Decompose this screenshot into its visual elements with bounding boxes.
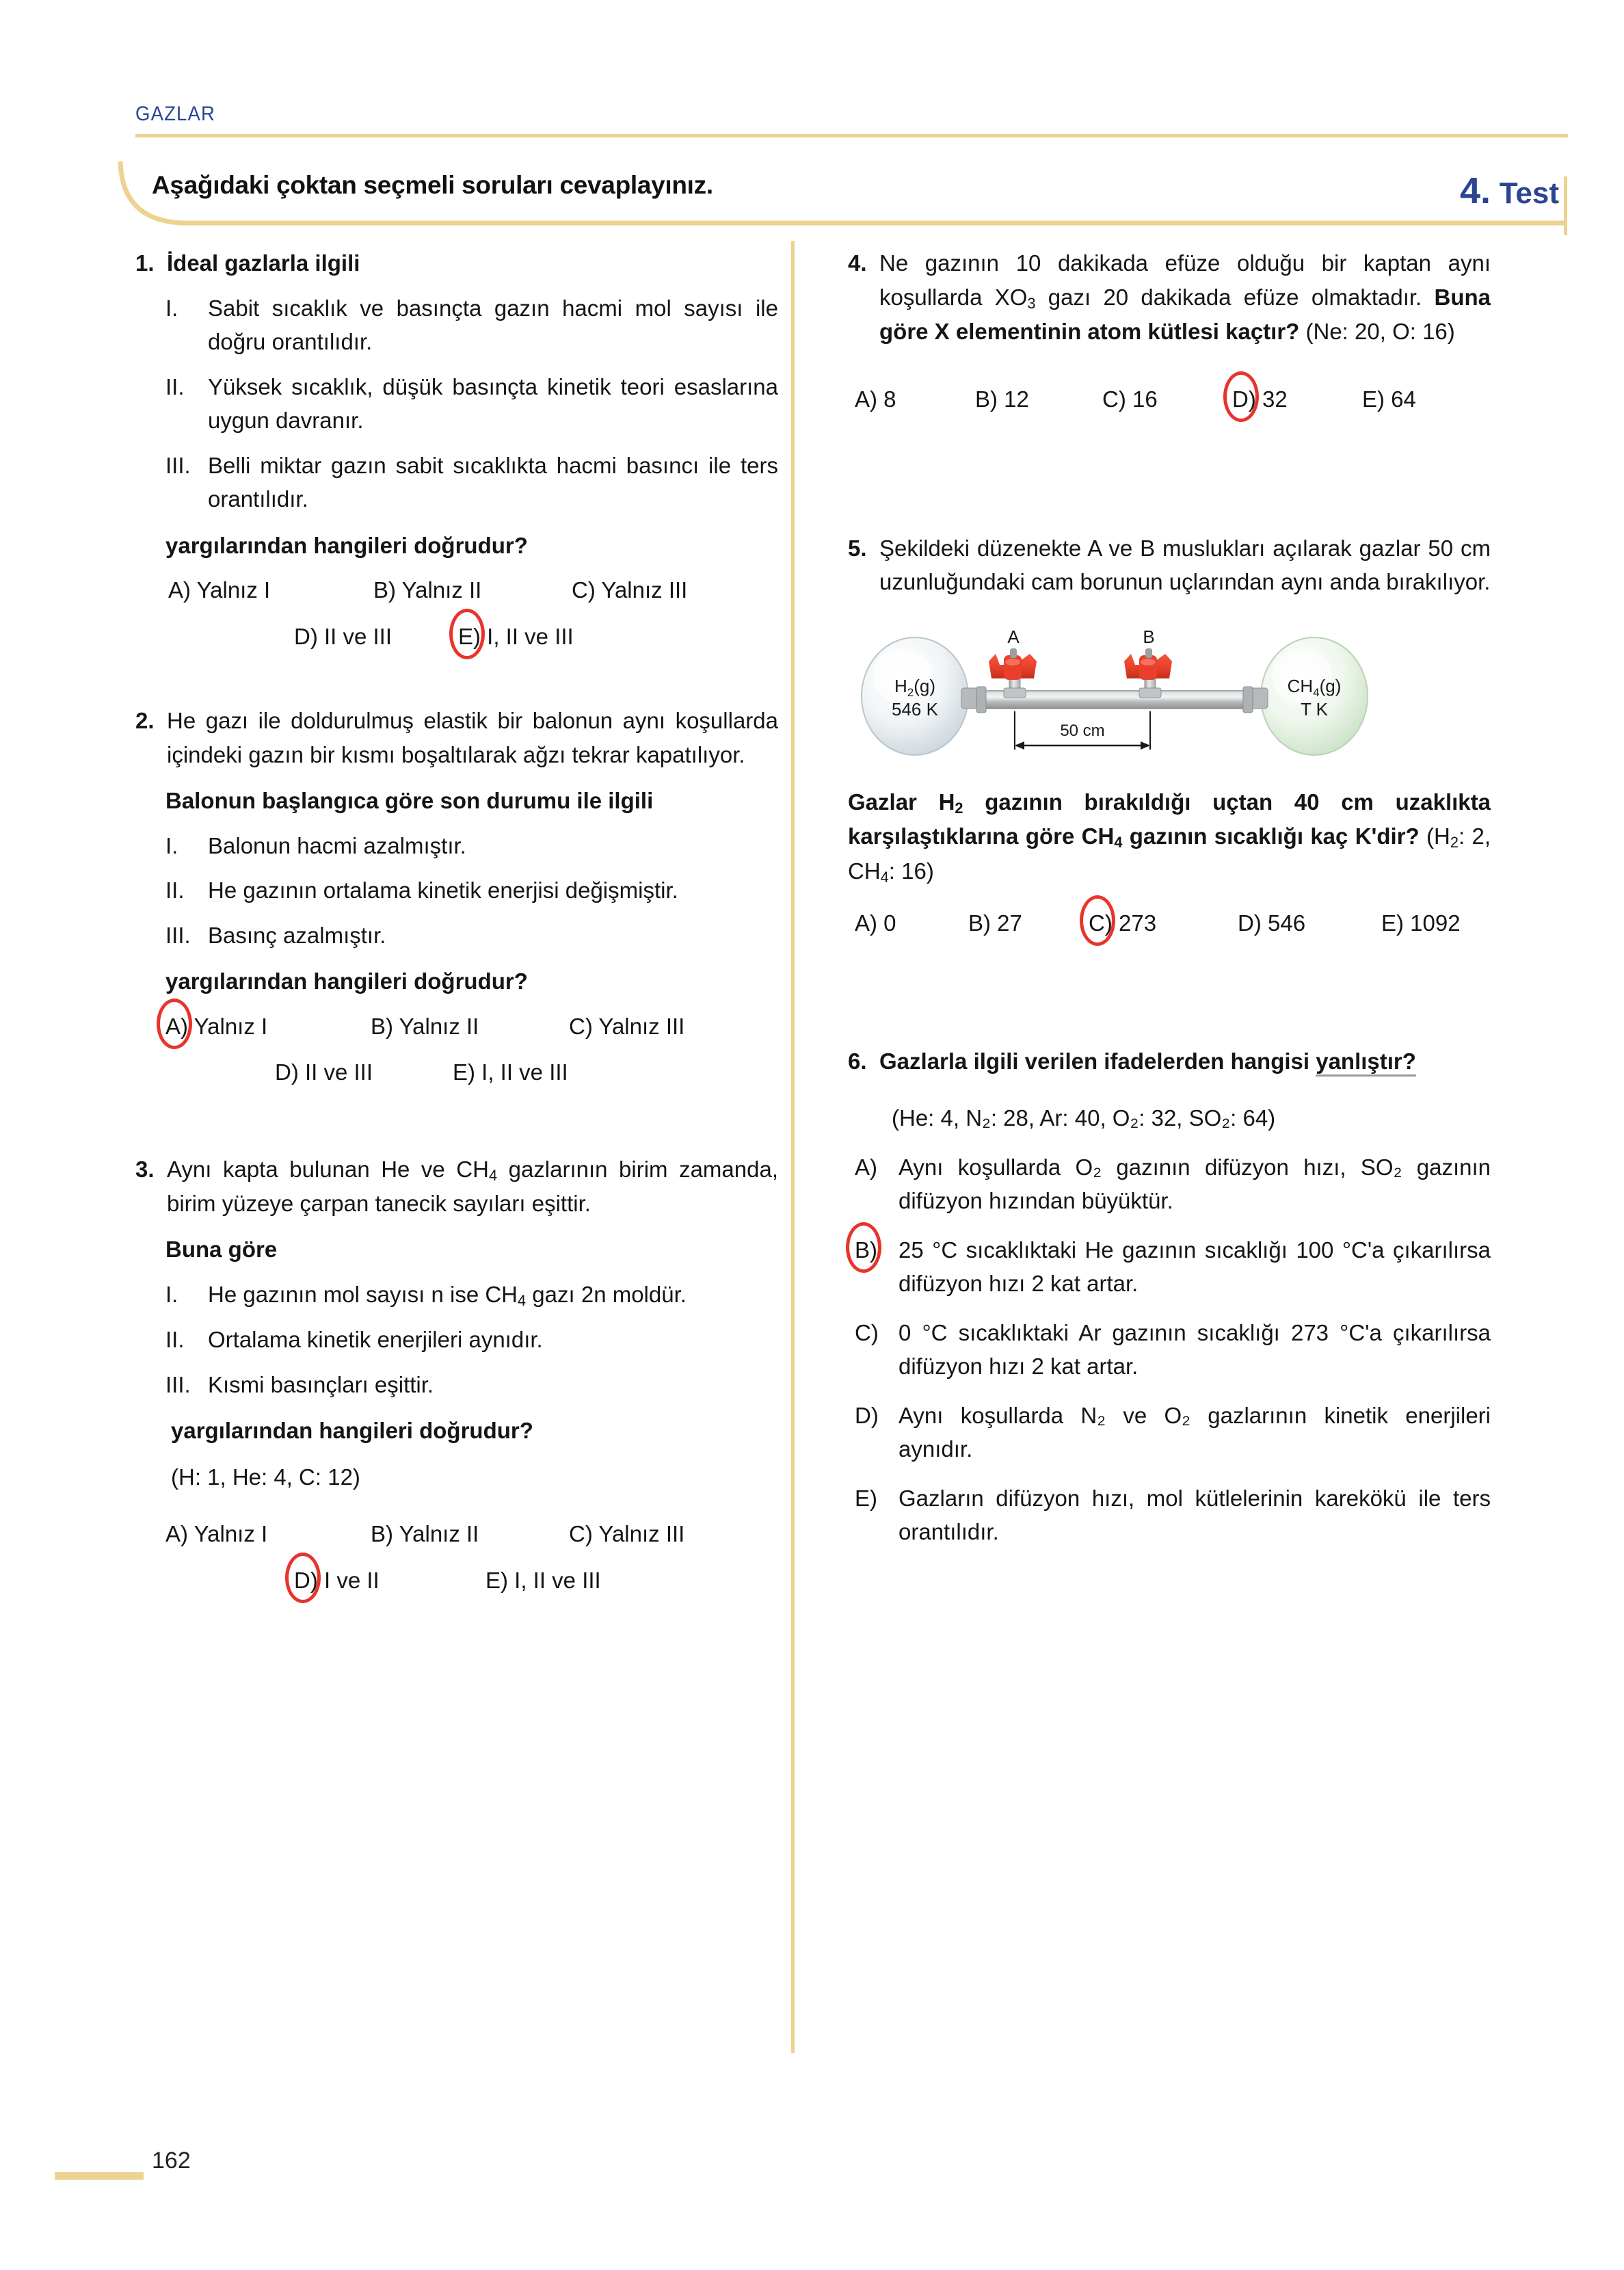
item-text: Basınç azalmıştır. — [208, 922, 386, 948]
question-1-prompt: yargılarından hangileri doğrudur? — [165, 532, 528, 558]
question-6-stem: Gazlarla ilgili verilen ifadelerden hangisi yanlıştır? — [879, 1044, 1491, 1079]
question-5-note: ($H_2$: 2, $CH_4$: 16) — [848, 823, 1491, 886]
item-text: Belli miktar gazın sabit sıcaklıkta hacmi basıncı ile ters orantılıdır. — [208, 452, 778, 512]
option-d[interactable] — [848, 1399, 1491, 1466]
question-2 — [135, 704, 778, 1090]
item-text: He gazının ortalama kinetik enerjisi değişmiştir. — [208, 877, 678, 903]
question-1 — [135, 246, 778, 653]
left-bulb-gas-label: $H_2(g)$ — [894, 675, 936, 699]
test-badge — [1460, 170, 1559, 212]
item-label: II. — [165, 877, 185, 903]
option-c[interactable]: C) Yalnız III — [572, 577, 688, 603]
option-text: Aynı koşullarda O₂ gazının difüzyon hızı, SO₂ gazının difüzyon hızından büyüktür. — [898, 1154, 1491, 1214]
item-text: Yüksek sıcaklık, düşük basınçta kinetik teori esaslarına uygun davranır. — [208, 373, 778, 433]
option-label: C) — [855, 1319, 879, 1345]
question-5 — [848, 531, 1491, 940]
option-e[interactable]: E) 1092 — [1381, 910, 1461, 936]
question-3-number: 3. — [135, 1156, 155, 1182]
question-3-sub-prompt: Buna göre — [165, 1237, 278, 1263]
option-label: A) — [855, 1154, 877, 1180]
question-3 — [135, 1152, 778, 1598]
left-column — [135, 246, 778, 1597]
question-4-stem: Ne gazının 10 dakikada efüze olduğu bir kaptan aynı koşullarda $XO_3$ gazı 20 dakikada efüze olmaktadır. Buna göre X elementinin atom kütlesi kaçtır? (Ne: 20, O: 16) — [879, 250, 1491, 344]
question-2-items — [135, 829, 778, 953]
question-2-stem: He gazı ile doldurulmuş elastik bir balonun aynı koşullarda içindeki gazın bir kısmı boşaltılarak ağzı tekrar kapatılıyor. — [167, 708, 778, 767]
list-item — [135, 1278, 778, 1312]
option-e[interactable]: E) I, II ve III — [453, 1059, 568, 1085]
test-number: 4. — [1459, 170, 1491, 211]
item-label: I. — [165, 1281, 178, 1307]
list-item — [135, 449, 778, 516]
question-3-note: (H: 1, He: 4, C: 12) — [171, 1464, 360, 1490]
item-label: III. — [165, 1371, 191, 1397]
valve-b-label: B — [1143, 626, 1155, 647]
option-e[interactable]: E) 64 — [1362, 386, 1416, 412]
question-5-stem: Şekildeki düzenekte A ve B muslukları açılarak gazlar 50 cm uzunluğundaki cam borunun uçlarından aynı anda bırakılıyor. — [879, 535, 1491, 595]
option-label: D) — [855, 1402, 879, 1428]
item-text: Balonun hacmi azalmıştır. — [208, 832, 466, 858]
page-number: 162 — [152, 2148, 191, 2174]
option-e[interactable]: E) I, II ve III — [485, 1567, 601, 1593]
option-text: 25 °C sıcaklıktaki He gazının sıcaklığı 100 °C'a çıkarılırsa difüzyon hızı 2 kat artar. — [898, 1237, 1491, 1297]
list-item — [135, 919, 778, 953]
list-item — [135, 291, 778, 359]
option-a[interactable]: A) Yalnız I — [165, 1521, 268, 1547]
question-6 — [848, 1044, 1491, 1549]
option-b[interactable]: B) 12 — [975, 386, 1029, 412]
test-badge-edge — [1564, 176, 1567, 235]
question-1-options — [135, 573, 778, 653]
item-text: Sabit sıcaklık ve basınçta gazın hacmi mol sayısı ile doğru orantılıdır. — [208, 295, 778, 354]
question-5-number: 5. — [848, 535, 867, 561]
option-d[interactable]: D) II ve III — [275, 1059, 373, 1085]
question-3-options — [135, 1517, 778, 1597]
column-divider — [791, 241, 795, 2053]
option-d[interactable]: D) II ve III — [294, 623, 392, 649]
item-text: Ortalama kinetik enerjileri aynıdır. — [208, 1327, 543, 1353]
option-e[interactable] — [848, 1481, 1491, 1549]
option-a[interactable]: A) Yalnız I — [168, 577, 271, 603]
list-item — [135, 873, 778, 908]
list-item — [135, 829, 778, 863]
item-label: II. — [165, 1327, 185, 1353]
item-text: He gazının mol sayısı n ise $CH_4$ gazı 2n moldür. — [208, 1281, 687, 1309]
option-a[interactable]: A) Yalnız I — [165, 1009, 371, 1044]
question-1-stem: İdeal gazlarla ilgili — [167, 250, 360, 276]
instruction-text: Aşağıdaki çoktan seçmeli soruları cevaplayınız. — [152, 171, 713, 199]
option-c[interactable]: C) 16 — [1102, 386, 1158, 412]
left-bulb-temp-label: 546 K — [892, 698, 938, 720]
question-4 — [848, 246, 1491, 417]
valve-b-knob — [1124, 648, 1172, 680]
question-2-number: 2. — [135, 708, 155, 733]
question-2-options — [135, 1009, 778, 1090]
test-word: Test — [1499, 176, 1559, 210]
chapter-label: GAZLAR — [135, 103, 216, 125]
item-label: I. — [165, 295, 178, 321]
option-e[interactable]: E) I, II ve III — [458, 620, 574, 654]
right-column — [848, 246, 1491, 1549]
question-2-sub-prompt: Balonun başlangıca göre son durumu ile ilgili — [165, 788, 654, 813]
right-bulb-temp-label: T K — [1301, 698, 1328, 720]
option-text: Gazların difüzyon hızı, mol kütlelerinin karekökü ile ters orantılıdır. — [898, 1485, 1491, 1545]
item-label: III. — [165, 922, 191, 948]
option-b[interactable]: B) Yalnız II — [373, 577, 482, 603]
option-b[interactable]: B) 27 — [968, 910, 1022, 936]
gas-apparatus-figure — [855, 622, 1374, 766]
option-c[interactable]: C) Yalnız III — [569, 1521, 685, 1547]
tube-length-label: 50 cm — [1060, 721, 1105, 740]
option-c[interactable] — [848, 1316, 1491, 1384]
option-c[interactable]: C) 273 — [1089, 906, 1238, 940]
option-b[interactable]: B) Yalnız II — [371, 1521, 479, 1547]
option-label: E) — [855, 1485, 877, 1511]
header-rule — [135, 134, 1568, 137]
option-d[interactable]: D) I ve II — [294, 1563, 485, 1598]
option-d[interactable]: D) 32 — [1232, 382, 1362, 417]
option-b[interactable] — [848, 1233, 1491, 1301]
question-2-prompt: yargılarından hangileri doğrudur? — [165, 968, 528, 994]
question-3-prompt: yargılarından hangileri doğrudur? — [171, 1418, 533, 1444]
option-d[interactable]: D) 546 — [1238, 910, 1306, 936]
option-b[interactable]: B) Yalnız II — [371, 1013, 479, 1039]
valve-a-label: A — [1007, 626, 1020, 647]
item-label: III. — [165, 452, 191, 478]
option-a[interactable]: A) 8 — [855, 386, 896, 412]
question-5-options — [848, 906, 1491, 940]
question-5-prompt: Gazlar $H_2$ gazının bırakıldığı uçtan 40 cm uzaklıkta karşılaştıklarına göre $CH_4$ gazının sıcaklığı kaç K'dir? ($H_2$: 2, $CH_4$: 16) — [848, 789, 1491, 886]
question-4-number: 4. — [848, 250, 867, 276]
option-a[interactable]: A) 0 — [855, 910, 896, 936]
item-text: Kısmi basınçları eşittir. — [208, 1371, 434, 1397]
question-6-number: 6. — [848, 1048, 867, 1074]
list-item — [135, 1323, 778, 1357]
list-item — [135, 370, 778, 438]
option-text: Aynı koşullarda N₂ ve O₂ gazlarının kinetik enerjileri aynıdır. — [898, 1402, 1491, 1462]
question-6-options — [848, 1150, 1491, 1549]
question-6-note: (He: 4, N₂: 28, Ar: 40, O₂: 32, SO₂: 64) — [892, 1105, 1276, 1131]
question-1-items — [135, 291, 778, 516]
option-a[interactable] — [848, 1150, 1491, 1218]
question-3-stem: Aynı kapta bulunan He ve $CH_4$ gazlarının birim zamanda, birim yüzeye çarpan tanecik sayıları eşittir. — [167, 1156, 778, 1216]
option-c[interactable]: C) Yalnız III — [569, 1013, 685, 1039]
list-item — [135, 1368, 778, 1402]
question-3-items — [135, 1278, 778, 1401]
question-1-number: 1. — [135, 250, 155, 276]
question-4-options — [848, 382, 1491, 417]
right-bulb-gas-label: $CH_4(g)$ — [1287, 675, 1342, 699]
footer-rule — [55, 2172, 144, 2180]
valve-a-knob — [989, 648, 1037, 680]
option-label: B) — [855, 1233, 898, 1267]
item-label: I. — [165, 832, 178, 858]
option-text: 0 °C sıcaklıktaki Ar gazının sıcaklığı 273 °C'a çıkarılırsa difüzyon hızı 2 kat artar. — [898, 1319, 1491, 1380]
item-label: II. — [165, 373, 185, 399]
